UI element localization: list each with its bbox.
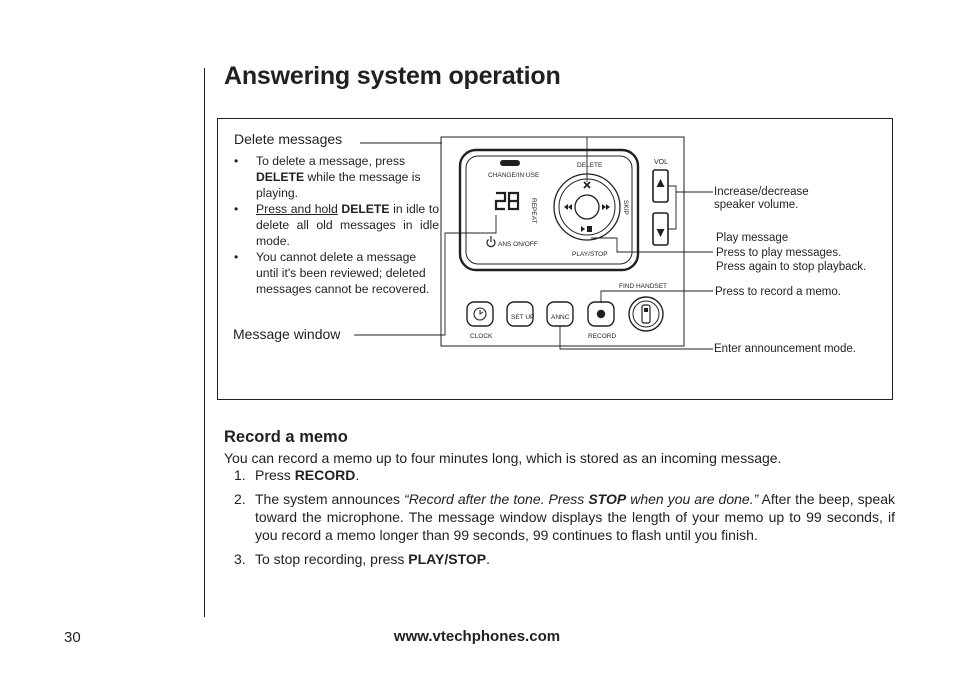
section-intro: You can record a memo up to four minutes long, which is stored as an incoming message. [224,450,782,466]
volume-callout: Increase/decrease speaker volume. [714,186,809,211]
clock-label: CLOCK [470,333,493,340]
change-in-use-label: CHANGE/IN USE [488,172,540,179]
list-item: • Press and hold DELETE in idle to delete all old messages in idle mode. [234,201,439,249]
message-window-label: Message window [233,326,341,342]
find-handset-label: FIND HANDSET [619,283,668,290]
delete-key-label: DELETE [577,162,603,169]
vol-label: VOL [654,159,669,166]
list-item: 3. To stop recording, press PLAY/STOP. [234,551,490,567]
list-item: • You cannot delete a message until it's been reviewed; deleted messages cannot be recovered. [234,249,439,297]
play-stop-key-label: PLAY/STOP [572,251,608,258]
page-title: Answering system operation [224,62,561,90]
skip-label: SKIP [622,200,629,215]
in-use-light [500,160,520,166]
setup-label: SET UP [511,314,535,321]
steps-list [224,466,895,574]
list-item: 2. The system announces “Record after the tone. Press STOP when you are done.” After the beep, speak toward the microphone. The message window displays the length of your memo up to 99 seconds, if you record a memo longer than 99 seconds, 99 continues to flash until you finish. [234,491,895,543]
ans-on-off-label: ANS ON/OFF [498,241,538,248]
repeat-label: REPEAT [530,198,537,224]
list-item: 1. Press RECORD. [234,467,360,483]
delete-bullet-list [234,153,439,297]
annc-callout: Enter announcement mode. [714,343,856,355]
nav-center-button [575,195,599,219]
record-dot-icon [597,310,605,318]
annc-label: ANNC [551,314,570,321]
page-number: 30 [64,629,81,646]
delete-messages-title: Delete messages [234,131,343,147]
section-heading: Record a memo [224,428,348,446]
record-callout: Press to record a memo. [715,286,841,298]
play-callout: Play message Press to play messages. Press again to stop playback. [716,232,867,273]
list-item: • To delete a message, press DELETE while the message is playing. [234,153,421,201]
footer-url: www.vtechphones.com [393,628,561,645]
find-handset-button [629,297,663,331]
record-label: RECORD [588,333,617,340]
